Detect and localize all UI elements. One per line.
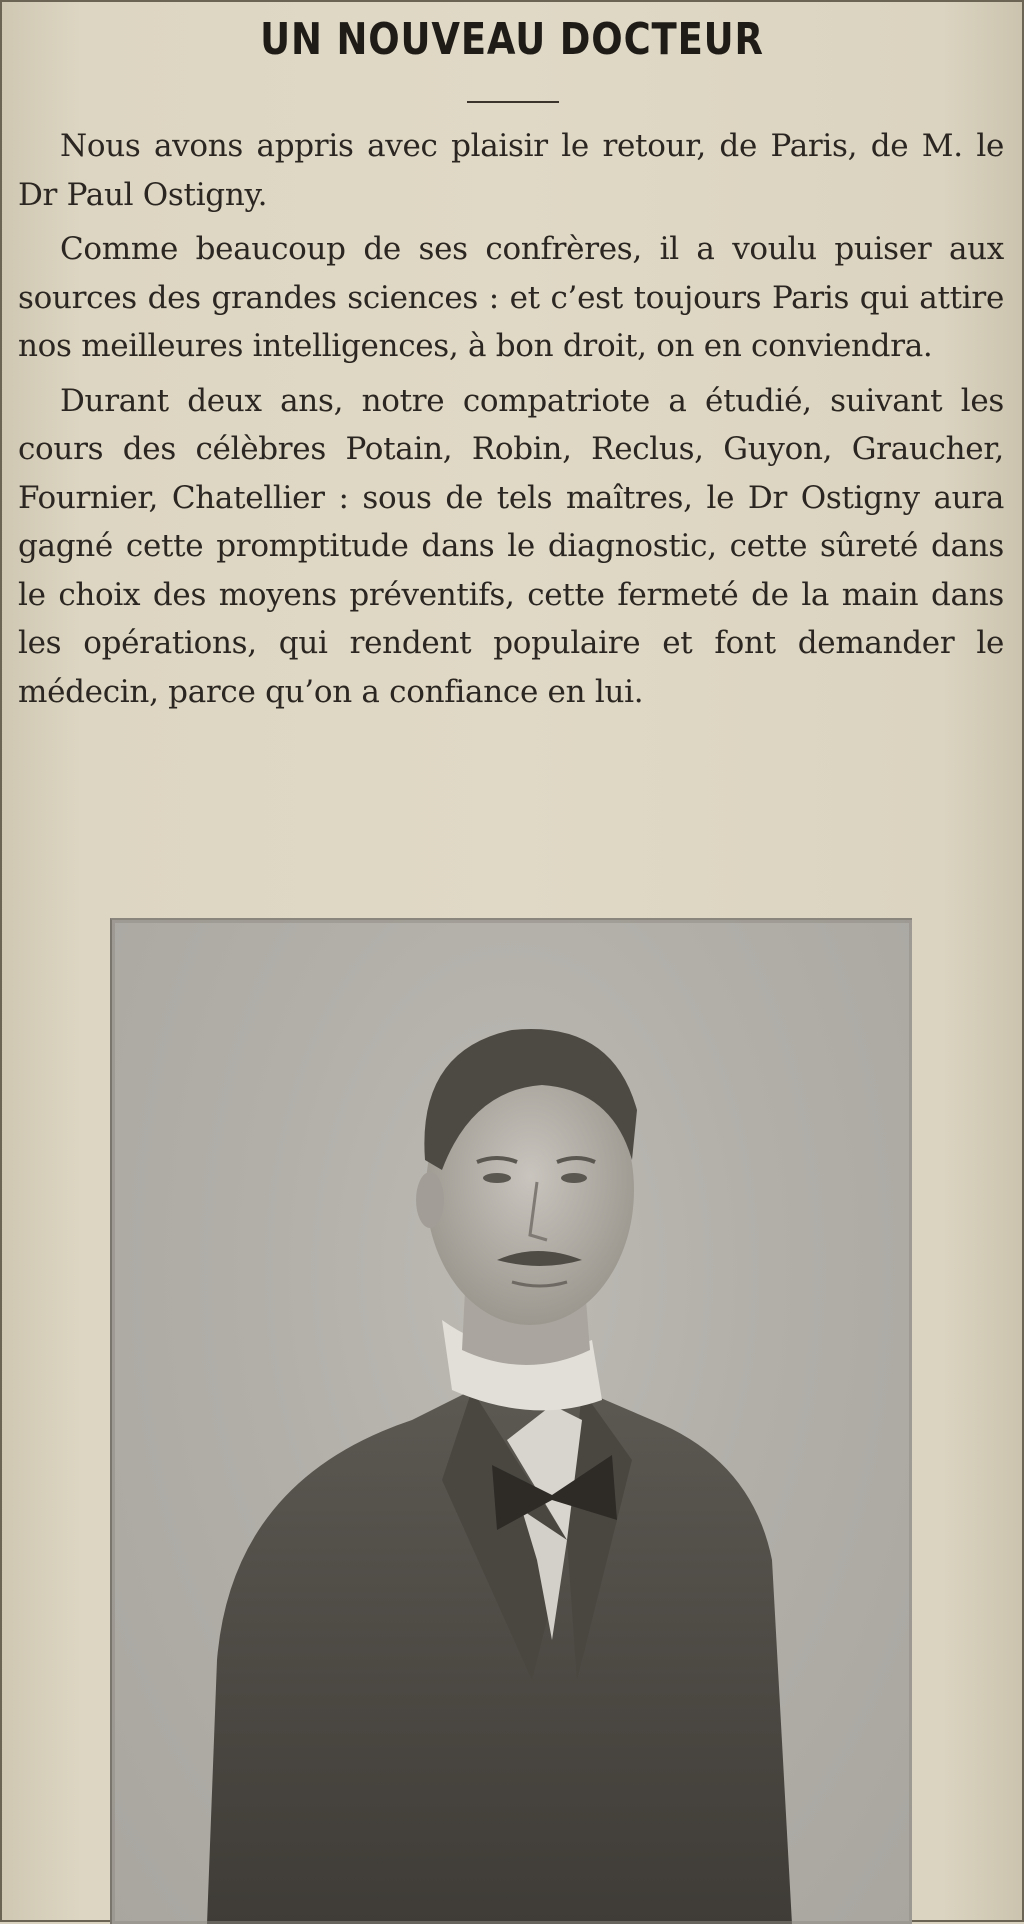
paragraph-2: Comme beaucoup de ses confrères, il a voulu puiser aux sources des grandes sciences : et c’est toujours Paris qui attire nos meilleures intelligences, à bon droit, on en conviendra. xyxy=(18,231,1004,364)
article-title: UN NOUVEAU DOCTEUR xyxy=(260,14,764,65)
portrait-photo xyxy=(110,918,912,1924)
portrait-illustration xyxy=(112,920,912,1924)
title-divider xyxy=(467,101,559,103)
paragraph-1: Nous avons appris avec plaisir le retour, de Paris, de M. le Dr Paul Ostigny. xyxy=(18,128,1004,213)
article-body xyxy=(18,122,1004,722)
paragraph-3: Durant deux ans, notre compatriote a étudié, suivant les cours des célèbres Potain, Robin, Reclus, Guyon, Graucher, Fournier, Chatellier : sous de tels maîtres, le Dr Ostigny aura gagné cette promptitude dans le diagnostic, cette sûreté dans le choix des moyens préventifs, cette fermeté de la main dans les opérations, qui rendent populaire et font demander le médecin, parce qu’on a confiance en lui. xyxy=(18,382,1004,710)
